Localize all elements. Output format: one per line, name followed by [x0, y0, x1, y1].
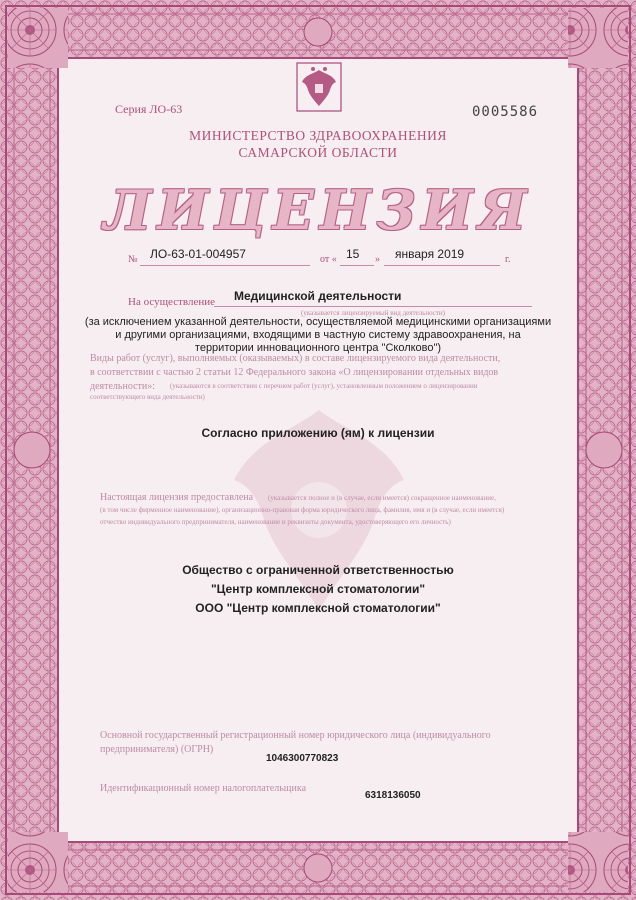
ogrn-value: 1046300770823 — [266, 753, 339, 764]
works-caption-inline: (указываются в соответствии с перечнем работ (услуг), установленным положением о лицензировании — [170, 382, 478, 390]
holder-name-1: Общество с ограниченной ответственностью — [182, 563, 454, 577]
date-from-label: от « — [320, 254, 337, 265]
works-caption-2: соответствующего вида деятельности) — [90, 393, 205, 401]
ogrn-label-1: Основной государственный регистрационный номер юридического лица (индивидуального — [100, 730, 491, 741]
year-suffix: г. — [505, 254, 511, 265]
works-value: Согласно приложению (ям) к лицензии — [201, 426, 435, 440]
works-text-1: Виды работ (услуг), выполняемых (оказываемых) в составе лицензируемого вида деятельности, — [90, 353, 501, 364]
holder-text-start: Настоящая лицензия предоставлена — [100, 492, 254, 503]
activity-note-1: (за исключением указанной деятельности, осуществляемой медицинскими организациями — [84, 316, 552, 328]
license-month-year: января 2019 — [395, 247, 465, 261]
activity-note-3: территории инновационного центра "Сколково") — [194, 342, 442, 354]
series-label: Серия ЛО-63 — [115, 102, 183, 116]
activity-label: На осуществление — [128, 296, 215, 308]
ministry-line-2: САМАРСКОЙ ОБЛАСТИ — [238, 145, 398, 160]
holder-caption-1: (указывается полное и (в случае, если имеется) сокращенное наименование, — [268, 494, 496, 502]
ogrn-label-2: предпринимателя) (ОГРН) — [100, 744, 214, 755]
inn-label: Идентификационный номер налогоплательщика — [100, 783, 307, 794]
works-text-3: деятельности»: — [90, 381, 156, 392]
works-text-2: в соответствии с частью 2 статьи 12 Федерального закона «О лицензировании отдельных видов — [90, 367, 499, 378]
inn-value: 6318136050 — [365, 790, 421, 801]
holder-name-3: ООО "Центр комплексной стоматологии" — [195, 601, 441, 615]
activity-value: Медицинской деятельности — [234, 289, 402, 303]
activity-caption: (указывается лицензируемый вид деятельности) — [300, 309, 446, 317]
holder-name-2: "Центр комплексной стоматологии" — [210, 582, 426, 596]
license-number: ЛО-63-01-004957 — [150, 247, 246, 261]
holder-caption-3: отчество индивидуального предпринимателя, наименование и реквизиты документа, удостоверяющего его личность) — [100, 518, 451, 526]
date-close-quote: » — [375, 254, 380, 265]
license-day: 15 — [346, 247, 360, 261]
coat-of-arms-icon — [296, 62, 342, 112]
page-title: ЛИЦЕНЗИЯ — [103, 178, 533, 242]
activity-note-2: и другими организациями, входящими в частную систему здравоохранения, на — [115, 329, 521, 341]
number-prefix: № — [128, 254, 138, 265]
ministry-line-1: МИНИСТЕРСТВО ЗДРАВООХРАНЕНИЯ — [189, 128, 447, 143]
blank-number: 0005586 — [472, 104, 539, 120]
holder-caption-2: (в том числе фирменное наименование), организационно-правовая форма юридического лица, фамилия, имя и (в случае, если имеется) — [100, 506, 505, 514]
